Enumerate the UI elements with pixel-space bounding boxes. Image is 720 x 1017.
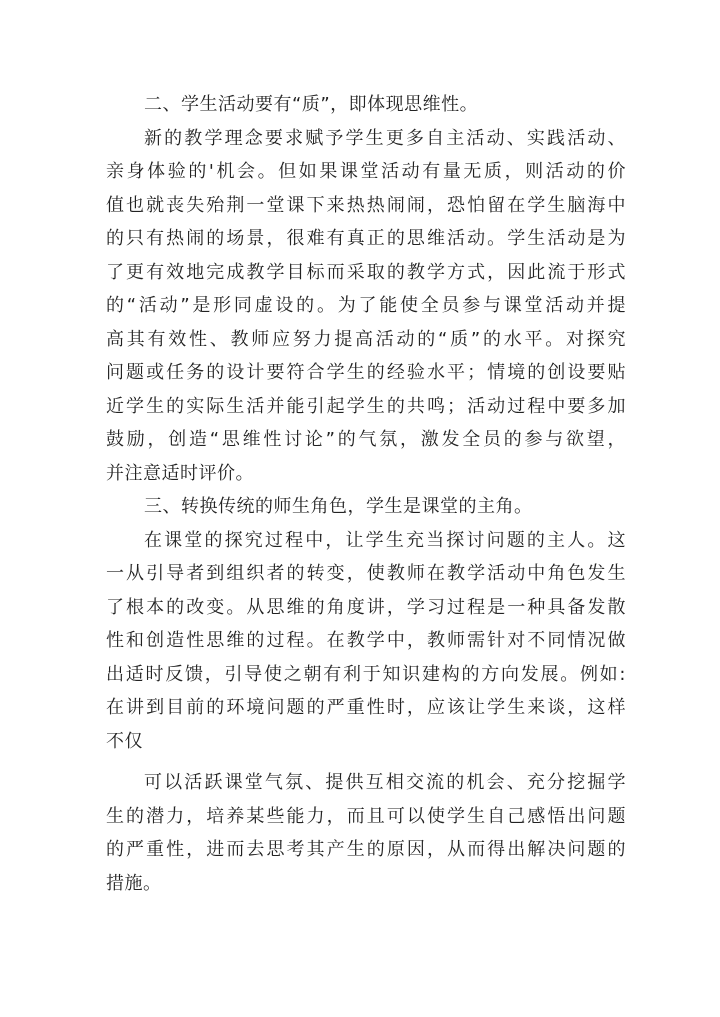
section-heading-3: 三、转换传统的师生角色，学生是课堂的主角。 <box>144 496 533 517</box>
paragraph-line: 的严重性，进而去思考其产生的原因，从而得出解决问题的 <box>106 839 626 860</box>
paragraph-line: 并注意适时评价。 <box>106 462 254 484</box>
section-heading-2: 二、学生活动要有“质”，即体现思维性。 <box>144 94 479 115</box>
paragraph-gap <box>106 758 626 766</box>
paragraph-line: 一从引导者到组织者的转变，使教师在教学活动中角色发生 <box>106 563 626 584</box>
paragraph-line: 亲身体验的'机会。但如果课堂活动有量无质，则活动的价 <box>106 161 626 182</box>
paragraph-line: 在课堂的探究过程中，让学生充当探讨问题的主人。这 <box>144 529 626 551</box>
paragraph-line: 新的教学理念要求赋予学生更多自主活动、实践活动、 <box>144 127 626 149</box>
document-body <box>106 88 626 900</box>
paragraph-line: 近学生的实际生活并能引起学生的共鸣；活动过程中要多加 <box>106 395 626 417</box>
paragraph-line: 高其有效性、教师应努力提高活动的“质”的水平。对探究 <box>106 328 626 350</box>
paragraph-line: 的只有热闹的场景，很难有真正的思维活动。学生活动是为 <box>106 228 626 249</box>
paragraph-line: 措施。 <box>106 872 162 894</box>
paragraph-line: 生的潜力，培养某些能力，而且可以使学生自己感悟出问题 <box>106 805 626 827</box>
paragraph-line: 了更有效地完成教学目标而采取的教学方式，因此流于形式 <box>106 261 626 283</box>
paragraph-line: 不仅 <box>106 730 143 752</box>
paragraph-line: 在讲到目前的环境问题的严重性时，应该让学生来谈，这样 <box>106 697 626 718</box>
paragraph-line: 了根本的改变。从思维的角度讲，学习过程是一种具备发散 <box>106 596 626 618</box>
paragraph-line: 的“活动”是形同虚设的。为了能使全员参与课堂活动并提 <box>106 295 626 316</box>
paragraph-line: 鼓励，创造“思维性讨论”的气氛，激发全员的参与欲望， <box>106 429 626 450</box>
paragraph-line: 出适时反馈，引导使之朝有利于知识建构的方向发展。例如: <box>106 663 626 685</box>
paragraph-line: 性和创造性思维的过程。在教学中，教师需针对不同情况做 <box>106 630 626 651</box>
paragraph-line: 值也就丧失殆荆一堂课下来热热闹闹，恐怕留在学生脑海中 <box>106 194 626 216</box>
paragraph-line: 问题或任务的设计要符合学生的经验水平；情境的创设要贴 <box>106 362 626 383</box>
paragraph-line: 可以活跃课堂气氛、提供互相交流的机会、充分挖掘学 <box>144 772 626 793</box>
